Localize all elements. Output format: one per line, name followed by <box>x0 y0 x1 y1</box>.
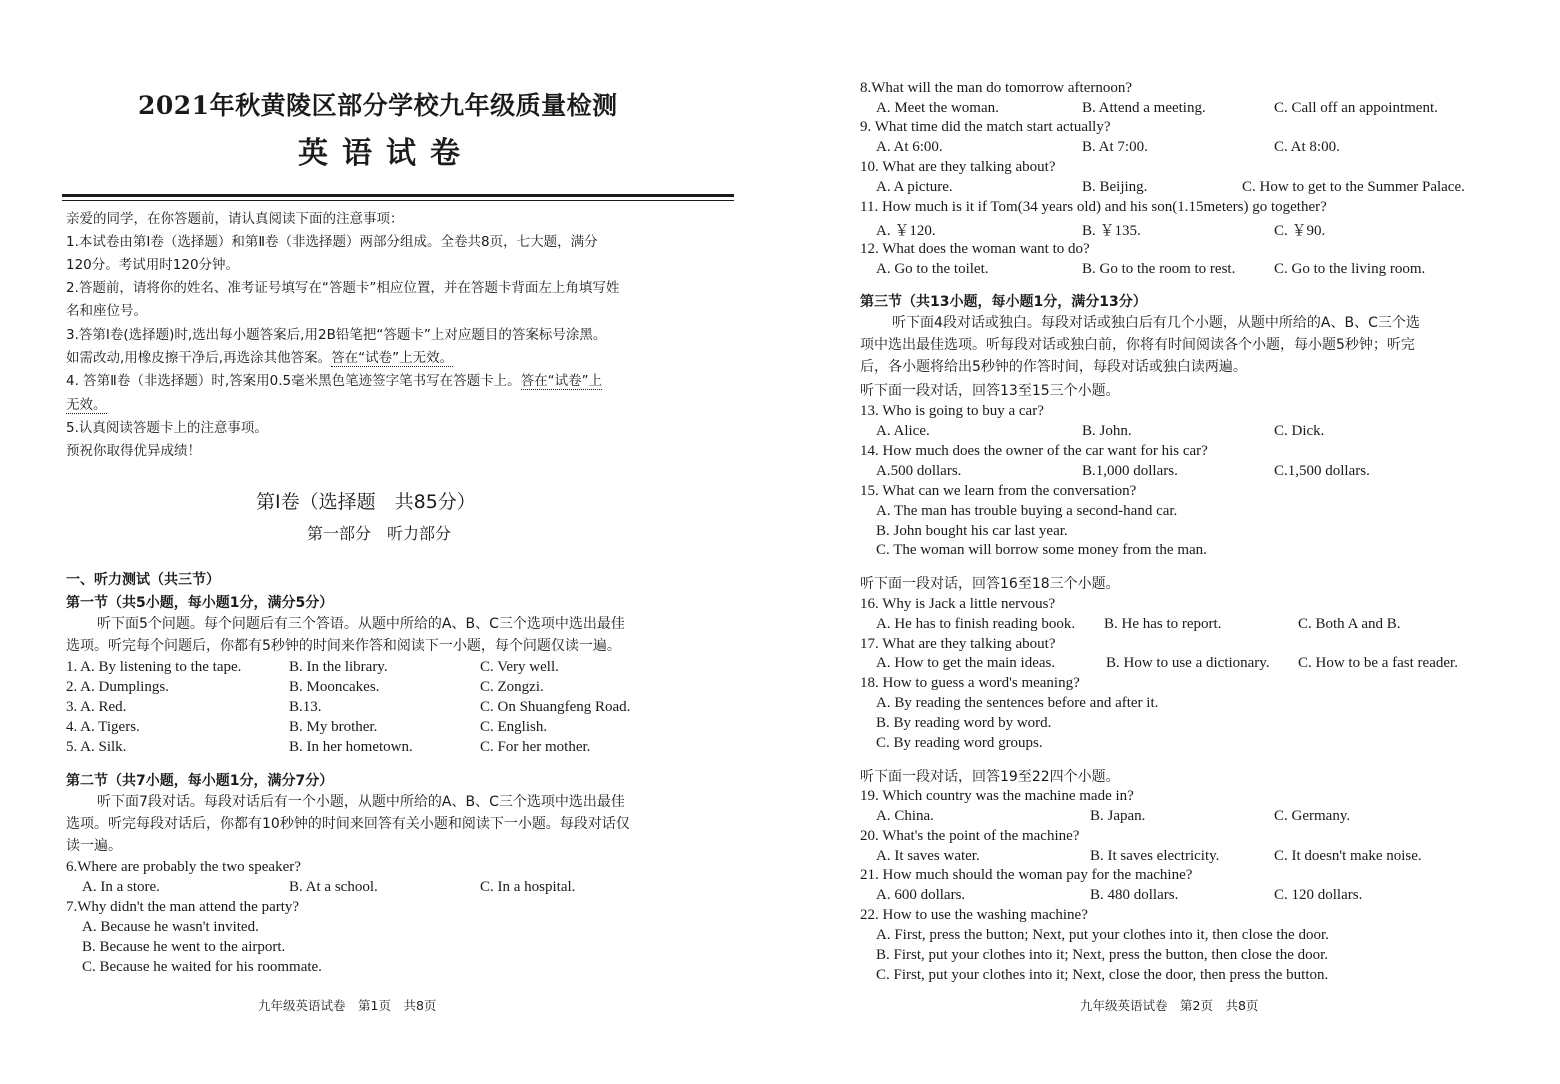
question-14-c: C.1,500 dollars. <box>1274 463 1370 479</box>
question-18-a: A. By reading the sentences before and after it. <box>876 695 1159 711</box>
question-8-c: C. Call off an appointment. <box>1274 100 1438 116</box>
question-18-b: B. By reading word by word. <box>876 715 1052 731</box>
question-1-c: C. Very well. <box>480 659 559 675</box>
question-22-c: C. First, put your clothes into it; Next, close the door, then press the button. <box>876 967 1329 983</box>
notice-4a-text: 4. 答第Ⅱ卷（非选择题）时,答案用0.5毫米黑色笔迹签字笔书写在答题卡上。 <box>66 373 521 389</box>
question-2-c: C. Zongzi. <box>480 679 544 695</box>
question-16-c: C. Both A and B. <box>1298 616 1401 632</box>
question-12-a: A. Go to the toilet. <box>876 261 989 277</box>
notice-4a-emphasis: 答在“试卷”上 <box>520 373 603 389</box>
notice-3b-emphasis: 答在“试卷”上无效。 <box>331 350 454 366</box>
question-21-c: C. 120 dollars. <box>1274 887 1363 903</box>
section-main-heading: 一、听力测试（共三节） <box>66 572 220 588</box>
question-11: 11. How much is it if Tom(34 years old) and his son(1.15meters) go together? <box>860 199 1327 215</box>
notice-4b-emphasis: 无效。 <box>66 397 107 413</box>
question-20-a: A. It saves water. <box>876 848 980 864</box>
question-9-b: B. At 7:00. <box>1082 139 1148 155</box>
part-title: 第Ⅰ卷（选择题 共85分） <box>256 491 476 513</box>
section-3-instruction-3: 后，各小题将给出5秒钟的作答时间，每段对话或独白读两遍。 <box>860 359 1247 375</box>
question-17-a: A. How to get the main ideas. <box>876 655 1056 671</box>
question-21-a: A. 600 dollars. <box>876 887 966 903</box>
notice-2b: 名和座位号。 <box>66 303 147 319</box>
question-14: 14. How much does the owner of the car want for his car? <box>860 443 1208 459</box>
question-20-c: C. It doesn't make noise. <box>1274 848 1422 864</box>
question-15-b: B. John bought his car last year. <box>876 523 1068 539</box>
section-2-instruction-1: 听下面7段对话。每段对话后有一个小题，从题中所给的A、B、C三个选项中选出最佳 <box>97 794 625 810</box>
question-10-c: C. How to get to the Summer Palace. <box>1242 179 1465 195</box>
question-3-b: B.13. <box>289 699 322 715</box>
question-14-b: B.1,000 dollars. <box>1082 463 1178 479</box>
question-12-b: B. Go to the room to rest. <box>1082 261 1236 277</box>
notice-2a: 2.答题前，请将你的姓名、准考证号填写在“答题卡”相应位置，并在答题卡背面左上角填写姓 <box>66 280 620 296</box>
question-17-b: B. How to use a dictionary. <box>1106 655 1270 671</box>
notice-1a: 1.本试卷由第Ⅰ卷（选择题）和第Ⅱ卷（非选择题）两部分组成。全卷共8页，七大题，满分 <box>66 234 598 250</box>
part-subtitle: 第一部分 听力部分 <box>307 524 452 543</box>
question-6-b: B. At a school. <box>289 879 378 895</box>
question-5-c: C. For her mother. <box>480 739 591 755</box>
question-19: 19. Which country was the machine made in? <box>860 788 1134 804</box>
question-8-a: A. Meet the woman. <box>876 100 999 116</box>
question-8: 8.What will the man do tomorrow afternoon? <box>860 80 1133 96</box>
notice-3b <box>66 347 453 370</box>
question-8-b: B. Attend a meeting. <box>1082 100 1206 116</box>
exam-title: 2021年秋黄陵区部分学校九年级质量检测 <box>138 91 618 120</box>
exam-page-2 <box>780 0 1560 1084</box>
section-1-instruction-1: 听下面5个问题。每个问题后有三个答语。从题中所给的A、B、C三个选项中选出最佳 <box>97 616 625 632</box>
question-1-b: B. In the library. <box>289 659 388 675</box>
question-11-c: C. ￥90. <box>1274 223 1326 239</box>
question-9: 9. What time did the match start actually? <box>860 119 1111 135</box>
notice-5: 5.认真阅读答题卡上的注意事项。 <box>66 420 268 436</box>
page-footer-1: 九年级英语试卷 第1页 共8页 <box>258 998 437 1013</box>
question-13-b: B. John. <box>1082 423 1132 439</box>
question-21: 21. How much should the woman pay for the machine? <box>860 867 1193 883</box>
question-15: 15. What can we learn from the conversation? <box>860 483 1137 499</box>
page-footer-2: 九年级英语试卷 第2页 共8页 <box>1080 998 1259 1013</box>
question-19-b: B. Japan. <box>1090 808 1146 824</box>
section-3-instruction-1: 听下面4段对话或独白。每段对话或独白后有几个小题，从题中所给的A、B、C三个选 <box>892 315 1420 331</box>
question-16-b: B. He has to report. <box>1104 616 1222 632</box>
question-4-b: B. My brother. <box>289 719 378 735</box>
question-19-a: A. China. <box>876 808 934 824</box>
question-1-a: 1. A. By listening to the tape. <box>66 659 242 675</box>
question-12: 12. What does the woman want to do? <box>860 241 1090 257</box>
question-7-c: C. Because he waited for his roommate. <box>82 959 322 975</box>
question-7: 7.Why didn't the man attend the party? <box>66 899 300 915</box>
question-5-b: B. In her hometown. <box>289 739 413 755</box>
question-13-a: A. Alice. <box>876 423 930 439</box>
question-7-b: B. Because he went to the airport. <box>82 939 286 955</box>
section-2-instruction-3: 读一遍。 <box>66 838 122 854</box>
notice-greeting: 亲爱的同学，在你答题前，请认真阅读下面的注意事项： <box>66 211 404 227</box>
section-1-heading: 第一节（共5小题，每小题1分，满分5分） <box>66 595 334 611</box>
notice-3b-text: 如需改动,用橡皮擦干净后,再选涂其他答案。 <box>66 350 332 366</box>
question-16-a: A. He has to finish reading book. <box>876 616 1076 632</box>
question-3-a: 3. A. Red. <box>66 699 127 715</box>
question-20-b: B. It saves electricity. <box>1090 848 1220 864</box>
question-16: 16. Why is Jack a little nervous? <box>860 596 1056 612</box>
question-18-c: C. By reading word groups. <box>876 735 1043 751</box>
group-instruction-13-15: 听下面一段对话，回答13至15三个小题。 <box>860 383 1120 399</box>
question-6: 6.Where are probably the two speaker? <box>66 859 301 875</box>
group-instruction-19-22: 听下面一段对话，回答19至22四个小题。 <box>860 769 1120 785</box>
question-22: 22. How to use the washing machine? <box>860 907 1088 923</box>
question-14-a: A.500 dollars. <box>876 463 962 479</box>
question-10-a: A. A picture. <box>876 179 953 195</box>
header-rule-thick <box>62 194 734 197</box>
question-13-c: C. Dick. <box>1274 423 1325 439</box>
question-6-c: C. In a hospital. <box>480 879 576 895</box>
question-10-b: B. Beijing. <box>1082 179 1148 195</box>
exam-subtitle: 英语试卷 <box>298 136 474 171</box>
question-22-a: A. First, press the button; Next, put your clothes into it, then close the door. <box>876 927 1329 943</box>
section-3-instruction-2: 项中选出最佳选项。听每段对话或独白前，你将有时间阅读各个小题，每小题5秒钟；听完 <box>860 337 1415 353</box>
question-9-a: A. At 6:00. <box>876 139 943 155</box>
notice-4a <box>66 370 602 393</box>
question-11-a: A. ￥120. <box>876 223 936 239</box>
question-15-a: A. The man has trouble buying a second-hand car. <box>876 503 1178 519</box>
notice-4b <box>66 394 107 417</box>
question-15-c: C. The woman will borrow some money from the man. <box>876 542 1207 558</box>
question-2-a: 2. A. Dumplings. <box>66 679 169 695</box>
question-17: 17. What are they talking about? <box>860 636 1056 652</box>
question-19-c: C. Germany. <box>1274 808 1351 824</box>
question-22-b: B. First, put your clothes into it; Next, press the button, then close the door. <box>876 947 1329 963</box>
question-5-a: 5. A. Silk. <box>66 739 127 755</box>
question-6-a: A. In a store. <box>82 879 160 895</box>
question-20: 20. What's the point of the machine? <box>860 828 1080 844</box>
question-4-a: 4. A. Tigers. <box>66 719 140 735</box>
group-instruction-16-18: 听下面一段对话，回答16至18三个小题。 <box>860 576 1120 592</box>
notice-1b: 120分。考试用时120分钟。 <box>66 257 240 273</box>
section-2-instruction-2: 选项。听完每段对话后，你都有10秒钟的时间来回答有关小题和阅读下一小题。每段对话仅 <box>66 816 630 832</box>
question-10: 10. What are they talking about? <box>860 159 1056 175</box>
question-9-c: C. At 8:00. <box>1274 139 1340 155</box>
section-1-instruction-2: 选项。听完每个问题后，你都有5秒钟的时间来作答和阅读下一小题，每个问题仅读一遍。 <box>66 638 621 654</box>
question-13: 13. Who is going to buy a car? <box>860 403 1044 419</box>
section-2-heading: 第二节（共7小题，每小题1分，满分7分） <box>66 773 334 789</box>
notice-3a: 3.答第Ⅰ卷(选择题)时,选出每小题答案后,用2B铅笔把“答题卡”上对应题目的答案标号涂黑。 <box>66 327 607 343</box>
section-3-heading: 第三节（共13小题，每小题1分，满分13分） <box>860 294 1147 310</box>
question-21-b: B. 480 dollars. <box>1090 887 1179 903</box>
question-18: 18. How to guess a word's meaning? <box>860 675 1080 691</box>
question-2-b: B. Mooncakes. <box>289 679 380 695</box>
notice-wish: 预祝你取得优异成绩！ <box>66 443 201 459</box>
question-12-c: C. Go to the living room. <box>1274 261 1426 277</box>
header-rule-thin <box>62 200 734 201</box>
question-3-c: C. On Shuangfeng Road. <box>480 699 631 715</box>
question-11-b: B. ￥135. <box>1082 223 1141 239</box>
question-7-a: A. Because he wasn't invited. <box>82 919 259 935</box>
question-4-c: C. English. <box>480 719 548 735</box>
question-17-c: C. How to be a fast reader. <box>1298 655 1458 671</box>
